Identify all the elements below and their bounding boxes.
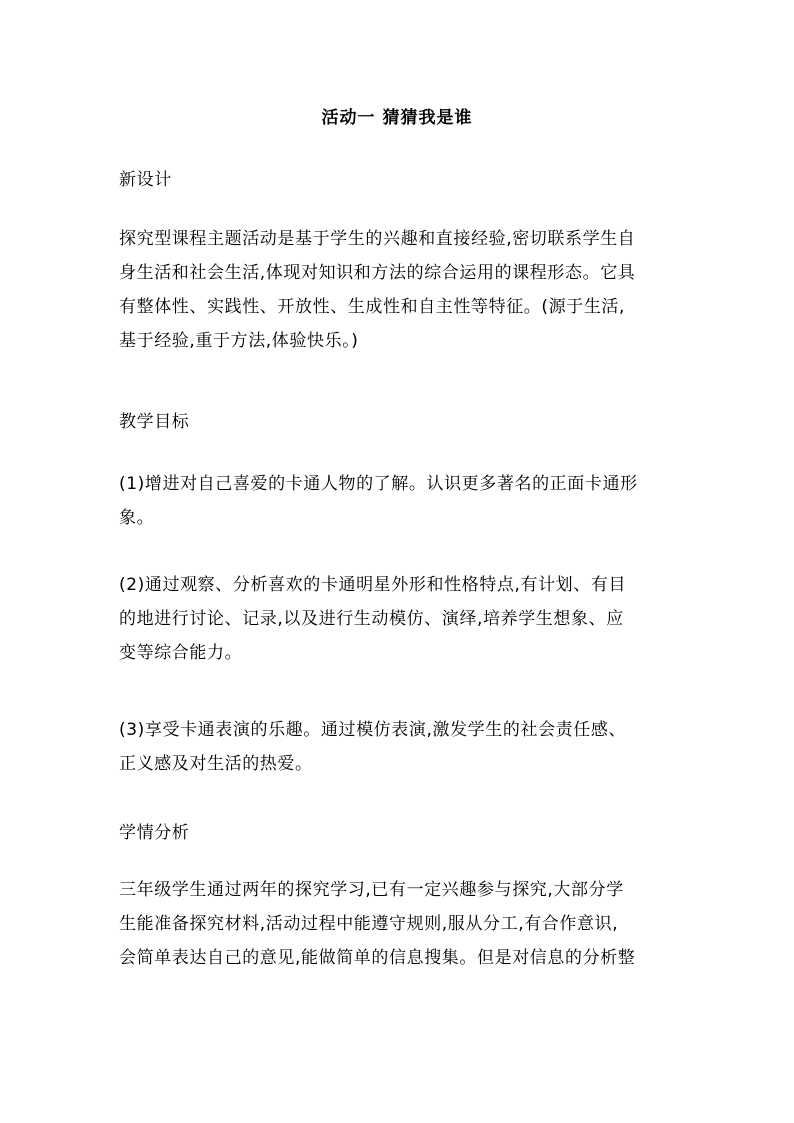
section-heading-teaching-goals [119,405,679,439]
paragraph-line: 生能准备探究材料,活动过程中能遵守规则,服从分工,有合作意识, [119,914,619,934]
paragraph-line: (3)享受卡通表演的乐趣。通过模仿表演,激发学生的社会责任感、 [119,720,627,740]
section-heading-student-analysis [119,816,679,850]
document-title: 活动一 猜猜我是谁 [321,108,473,128]
paragraph-line: (1)增进对自己喜爱的卡通人物的了解。认识更多著名的正面卡通形 [119,474,638,494]
paragraph-line: 会简单表达自己的意见,能做简单的信息搜集。但是对信息的分析整 [119,948,636,968]
paragraph-new-design [119,222,679,358]
paragraph-line: 基于经验,重于方法,体验快乐。) [119,331,359,351]
paragraph-line: 的地进行讨论、记录,以及进行生动模仿、演绎,培养学生想象、应 [119,609,624,629]
section-heading-new-design [119,163,679,197]
paragraph-line: 正义感及对生活的热爱。 [119,754,313,774]
paragraph-goal-1 [119,467,679,535]
paragraph-line: 变等综合能力。 [119,643,243,663]
paragraph-line: 有整体性、实践性、开放性、生成性和自主性等特征。(源于生活, [119,297,626,317]
paragraph-goal-3 [119,713,679,781]
heading-text: 教学目标 [119,412,190,432]
paragraph-line: (2)通过观察、分析喜欢的卡通明星外形和性格特点,有计划、有目 [119,575,627,595]
paragraph-line: 探究型课程主题活动是基于学生的兴趣和直接经验,密切联系学生自 [119,229,636,249]
paragraph-line: 三年级学生通过两年的探究学习,已有一定兴趣参与探究,大部分学 [119,880,624,900]
heading-text: 新设计 [119,170,172,190]
heading-text: 学情分析 [119,823,190,843]
paragraph-line: 象。 [119,508,155,528]
paragraph-student-analysis [119,873,679,975]
paragraph-line: 身生活和社会生活,体现对知识和方法的综合运用的课程形态。它具 [119,263,636,283]
paragraph-goal-2 [119,568,679,670]
